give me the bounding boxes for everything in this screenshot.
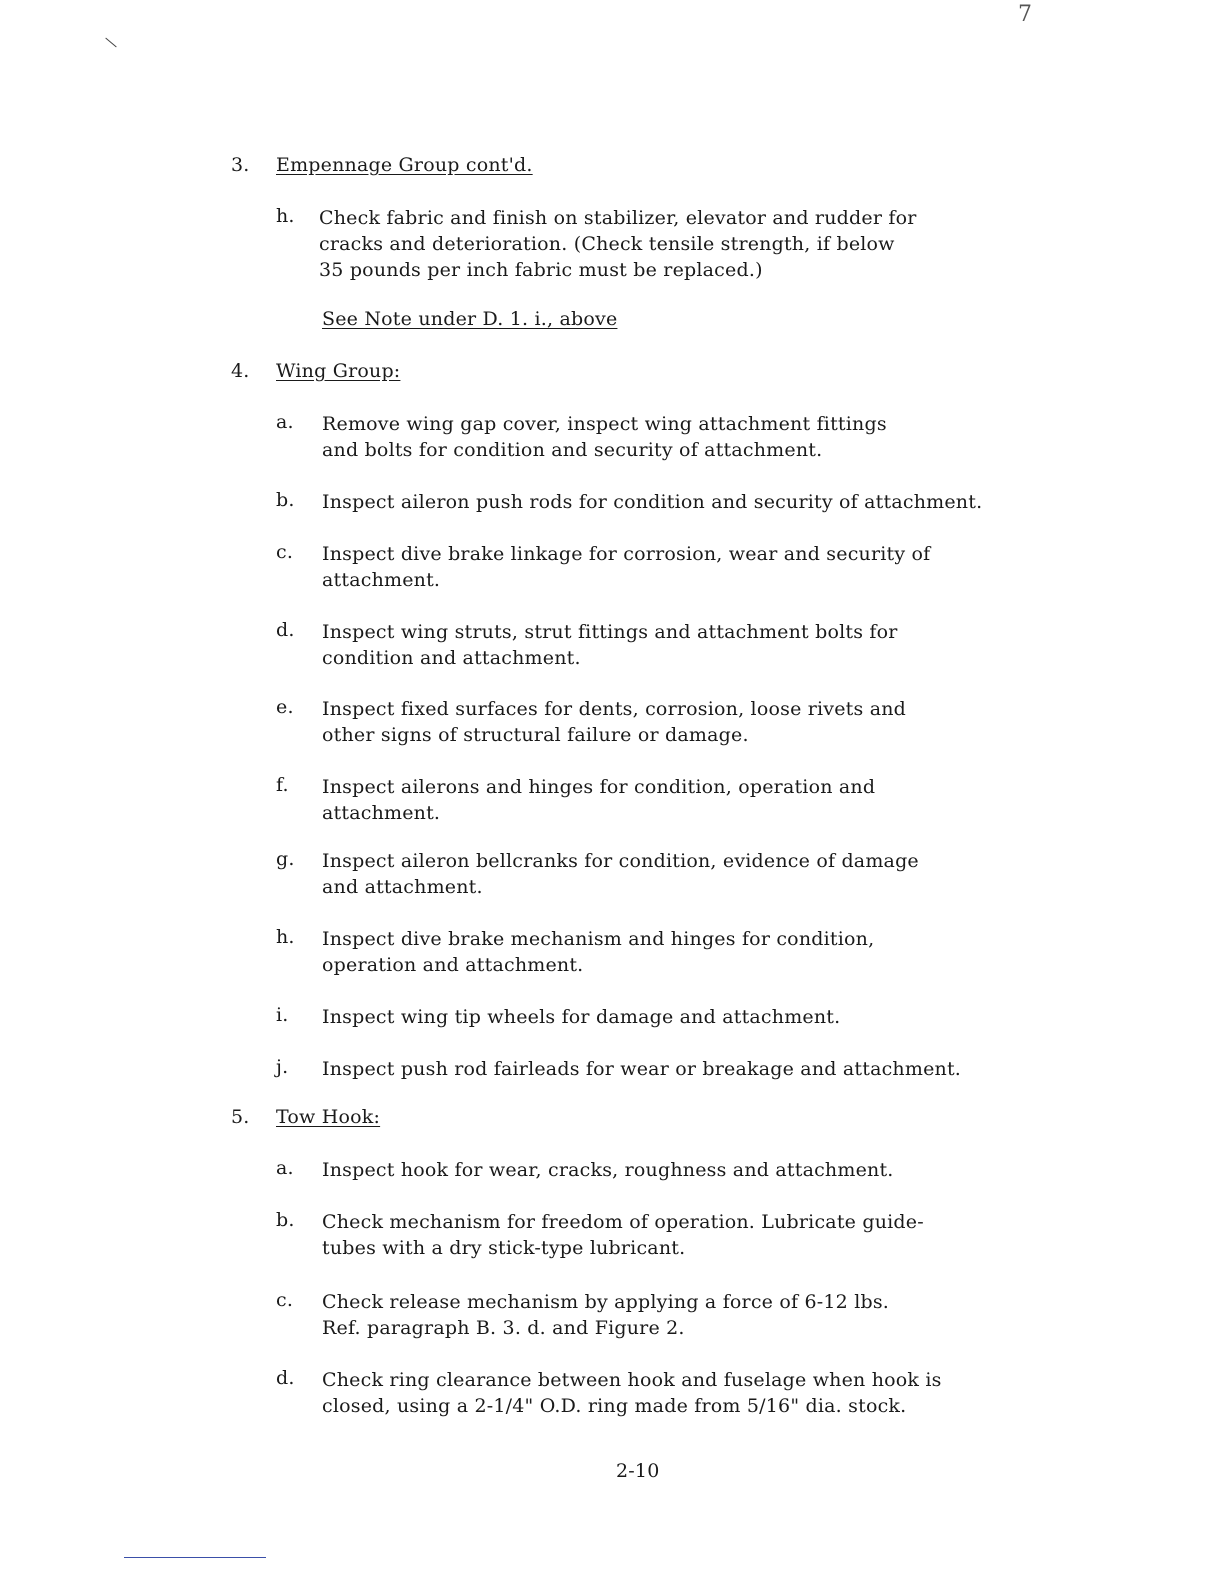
item-line: 35 pounds per inch fabric must be replaced.) bbox=[319, 259, 763, 281]
item-letter: b. bbox=[276, 489, 295, 511]
corner-mark: 7 bbox=[1018, 2, 1033, 27]
item-line: Check release mechanism by applying a force of 6-12 lbs. bbox=[322, 1291, 890, 1313]
item-line: Ref. paragraph B. 3. d. and Figure 2. bbox=[322, 1317, 685, 1339]
item-letter: a. bbox=[276, 411, 294, 433]
item-letter: h. bbox=[276, 205, 295, 227]
item-letter: h. bbox=[276, 926, 295, 948]
item-line: Inspect aileron bellcranks for condition, evidence of damage bbox=[322, 850, 919, 872]
item-line: Inspect fixed surfaces for dents, corrosion, loose rivets and bbox=[322, 698, 907, 720]
item-letter: a. bbox=[276, 1157, 294, 1179]
item-line: and attachment. bbox=[322, 876, 483, 898]
item-line: attachment. bbox=[322, 569, 441, 591]
section-title-text: Empennage Group cont'd. bbox=[276, 154, 533, 176]
section-title bbox=[276, 360, 400, 382]
item-line: Inspect ailerons and hinges for condition, operation and bbox=[322, 776, 876, 798]
item-line: Check fabric and finish on stabilizer, elevator and rudder for bbox=[319, 207, 917, 229]
bottom-rule bbox=[124, 1557, 266, 1558]
item-letter: c. bbox=[276, 541, 294, 563]
item-line: Inspect aileron push rods for condition and security of attachment. bbox=[322, 491, 983, 513]
item-line: cracks and deterioration. (Check tensile strength, if below bbox=[319, 233, 895, 255]
item-letter: e. bbox=[276, 696, 294, 718]
item-letter: g. bbox=[276, 848, 295, 870]
item-line: other signs of structural failure or damage. bbox=[322, 724, 749, 746]
note: See Note under D. 1. i., above bbox=[322, 308, 618, 330]
section-number: 4. bbox=[231, 360, 250, 382]
item-line: operation and attachment. bbox=[322, 954, 584, 976]
section-title-text: Tow Hook: bbox=[276, 1106, 381, 1128]
section-title bbox=[276, 154, 533, 176]
page-number: 2-10 bbox=[616, 1460, 660, 1482]
item-line: tubes with a dry stick-type lubricant. bbox=[322, 1237, 686, 1259]
item-line: Inspect dive brake mechanism and hinges for condition, bbox=[322, 928, 875, 950]
item-line: Inspect wing tip wheels for damage and attachment. bbox=[322, 1006, 841, 1028]
item-letter: f. bbox=[276, 774, 289, 796]
item-letter: i. bbox=[276, 1004, 289, 1026]
item-line: Remove wing gap cover, inspect wing attachment fittings bbox=[322, 413, 887, 435]
item-line: Inspect hook for wear, cracks, roughness and attachment. bbox=[322, 1159, 894, 1181]
section-number: 3. bbox=[231, 154, 250, 176]
item-line: Inspect dive brake linkage for corrosion, wear and security of bbox=[322, 543, 931, 565]
item-letter: b. bbox=[276, 1209, 295, 1231]
item-line: attachment. bbox=[322, 802, 441, 824]
item-line: closed, using a 2-1/4" O.D. ring made from 5/16" dia. stock. bbox=[322, 1395, 907, 1417]
item-line: condition and attachment. bbox=[322, 647, 581, 669]
item-letter: j. bbox=[276, 1056, 289, 1078]
item-line: and bolts for condition and security of attachment. bbox=[322, 439, 823, 461]
item-line: Check mechanism for freedom of operation. Lubricate guide- bbox=[322, 1211, 924, 1233]
item-line: Inspect wing struts, strut fittings and attachment bolts for bbox=[322, 621, 898, 643]
section-number: 5. bbox=[231, 1106, 250, 1128]
item-letter: d. bbox=[276, 1367, 295, 1389]
stray-mark bbox=[105, 38, 116, 48]
item-letter: c. bbox=[276, 1289, 294, 1311]
section-title bbox=[276, 1106, 380, 1128]
section-title-text: Wing Group: bbox=[276, 360, 401, 382]
item-line: Inspect push rod fairleads for wear or breakage and attachment. bbox=[322, 1058, 962, 1080]
item-line: Check ring clearance between hook and fuselage when hook is bbox=[322, 1369, 942, 1391]
item-letter: d. bbox=[276, 619, 295, 641]
